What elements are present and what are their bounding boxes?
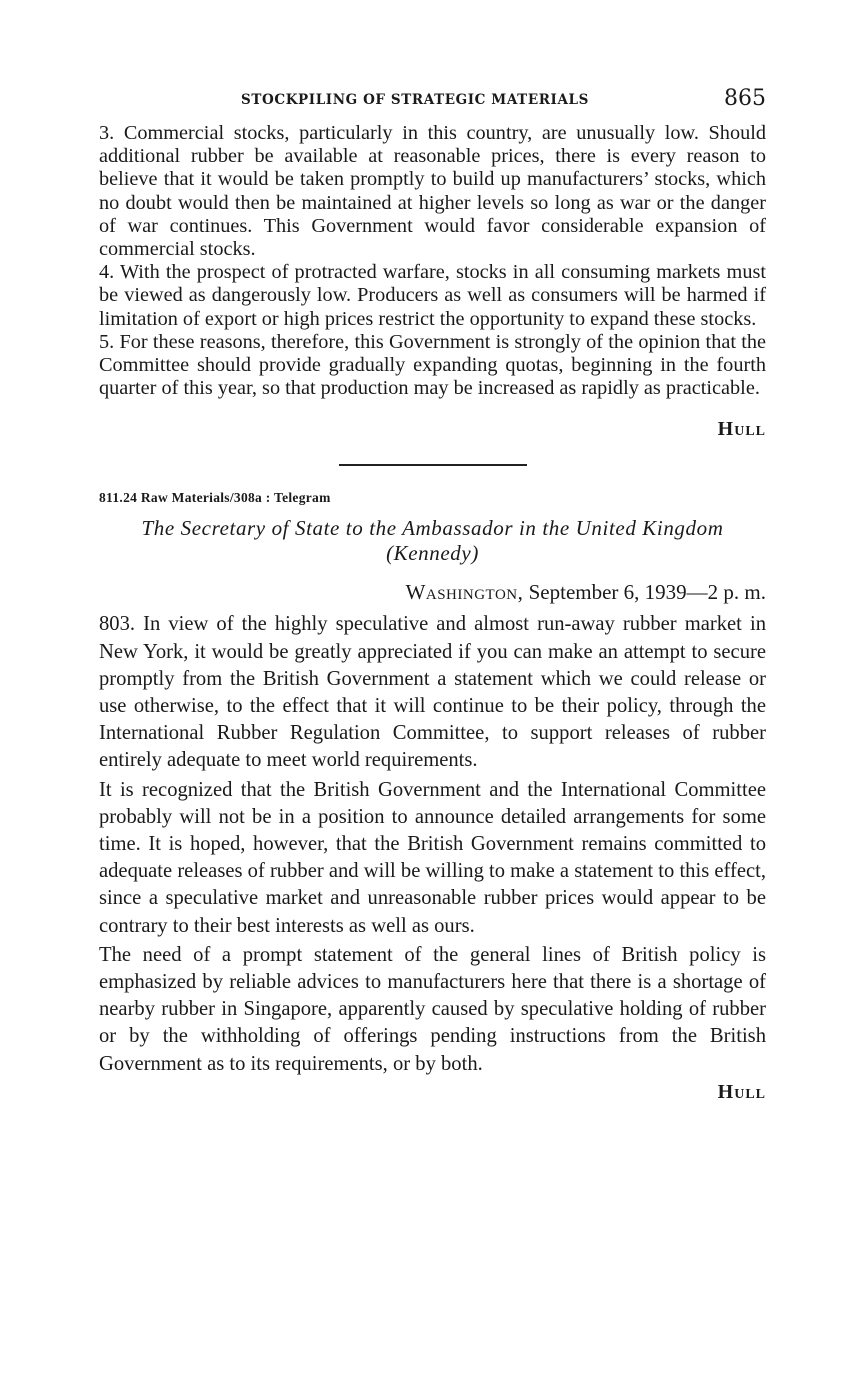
- paragraph-4: 4. With the prospect of protracted warfare, stocks in all consuming markets must be viewed as dangerously low. Producers as well as consumers will be harmed if limitation of export or high prices restrict the opportunity to expand these stocks.: [99, 261, 766, 330]
- paragraph-recognized: It is recognized that the British Government and the International Committee probably will not be in a position to announce detailed arrangements for some time. It is hoped, however, that the British Government remains committed to adequate releases of rubber and will be willing to make a statement to this effect, since a speculative market and unreasonable rubber prices would appear to be contrary to their best interests as well as ours.: [99, 778, 766, 937]
- running-header: [99, 86, 766, 122]
- dateline: [99, 580, 766, 605]
- telegram-body: [99, 611, 766, 1103]
- file-reference: 811.24 Raw Materials/308a : Telegram: [99, 490, 331, 506]
- section-divider: [339, 464, 527, 466]
- dateline-place: Washington,: [405, 580, 524, 605]
- telegram-continuation: [99, 122, 766, 441]
- document-title-line-2: (Kennedy): [386, 541, 479, 566]
- paragraph-3: 3. Commercial stocks, particularly in this country, are unusually low. Should additional rubber be available at reasonable prices, there is every reason to believe that it would be taken promptly to build up manufacturers’ stocks, which no doubt would then be maintained at higher levels so long as war or the danger of war continues. This Government would favor considerable expansion of commercial stocks.: [99, 122, 766, 261]
- document-title: [99, 516, 766, 566]
- signature-hull-2: Hull: [717, 1080, 766, 1103]
- paragraph-5: 5. For these reasons, therefore, this Government is strongly of the opinion that the Committee should provide gradually expanding quotas, beginning in the fourth quarter of this year, so that production may be increased as rapidly as practicable.: [99, 330, 766, 400]
- document-title-line-1: The Secretary of State to the Ambassador in the United Kingdom: [141, 516, 724, 541]
- page-number: 865: [724, 86, 766, 111]
- running-title: STOCKPILING OF STRATEGIC MATERIALS: [241, 92, 589, 108]
- document-page: [99, 86, 766, 1104]
- paragraph-803: 803. In view of the highly speculative and almost run-away rubber market in New York, it would be greatly appreciated if you can make an attempt to secure promptly from the British Government a statement which we could release or use otherwise, to the effect that it will continue to be their policy, through the International Rubber Regulation Committee, to support releases of rubber entirely adequate to meet world requirements.: [99, 613, 766, 772]
- paragraph-need: The need of a prompt statement of the general lines of British policy is emphasized by reliable advices to manufacturers here that there is a shortage of nearby rubber in Singapore, apparently caused by speculative holding of rubber or by the withholding of offerings pending instructions from the British Government as to its requirements, or by both.: [99, 943, 766, 1075]
- signature-hull: Hull: [717, 418, 766, 441]
- dateline-date: September 6, 1939—2 p. m.: [528, 580, 766, 605]
